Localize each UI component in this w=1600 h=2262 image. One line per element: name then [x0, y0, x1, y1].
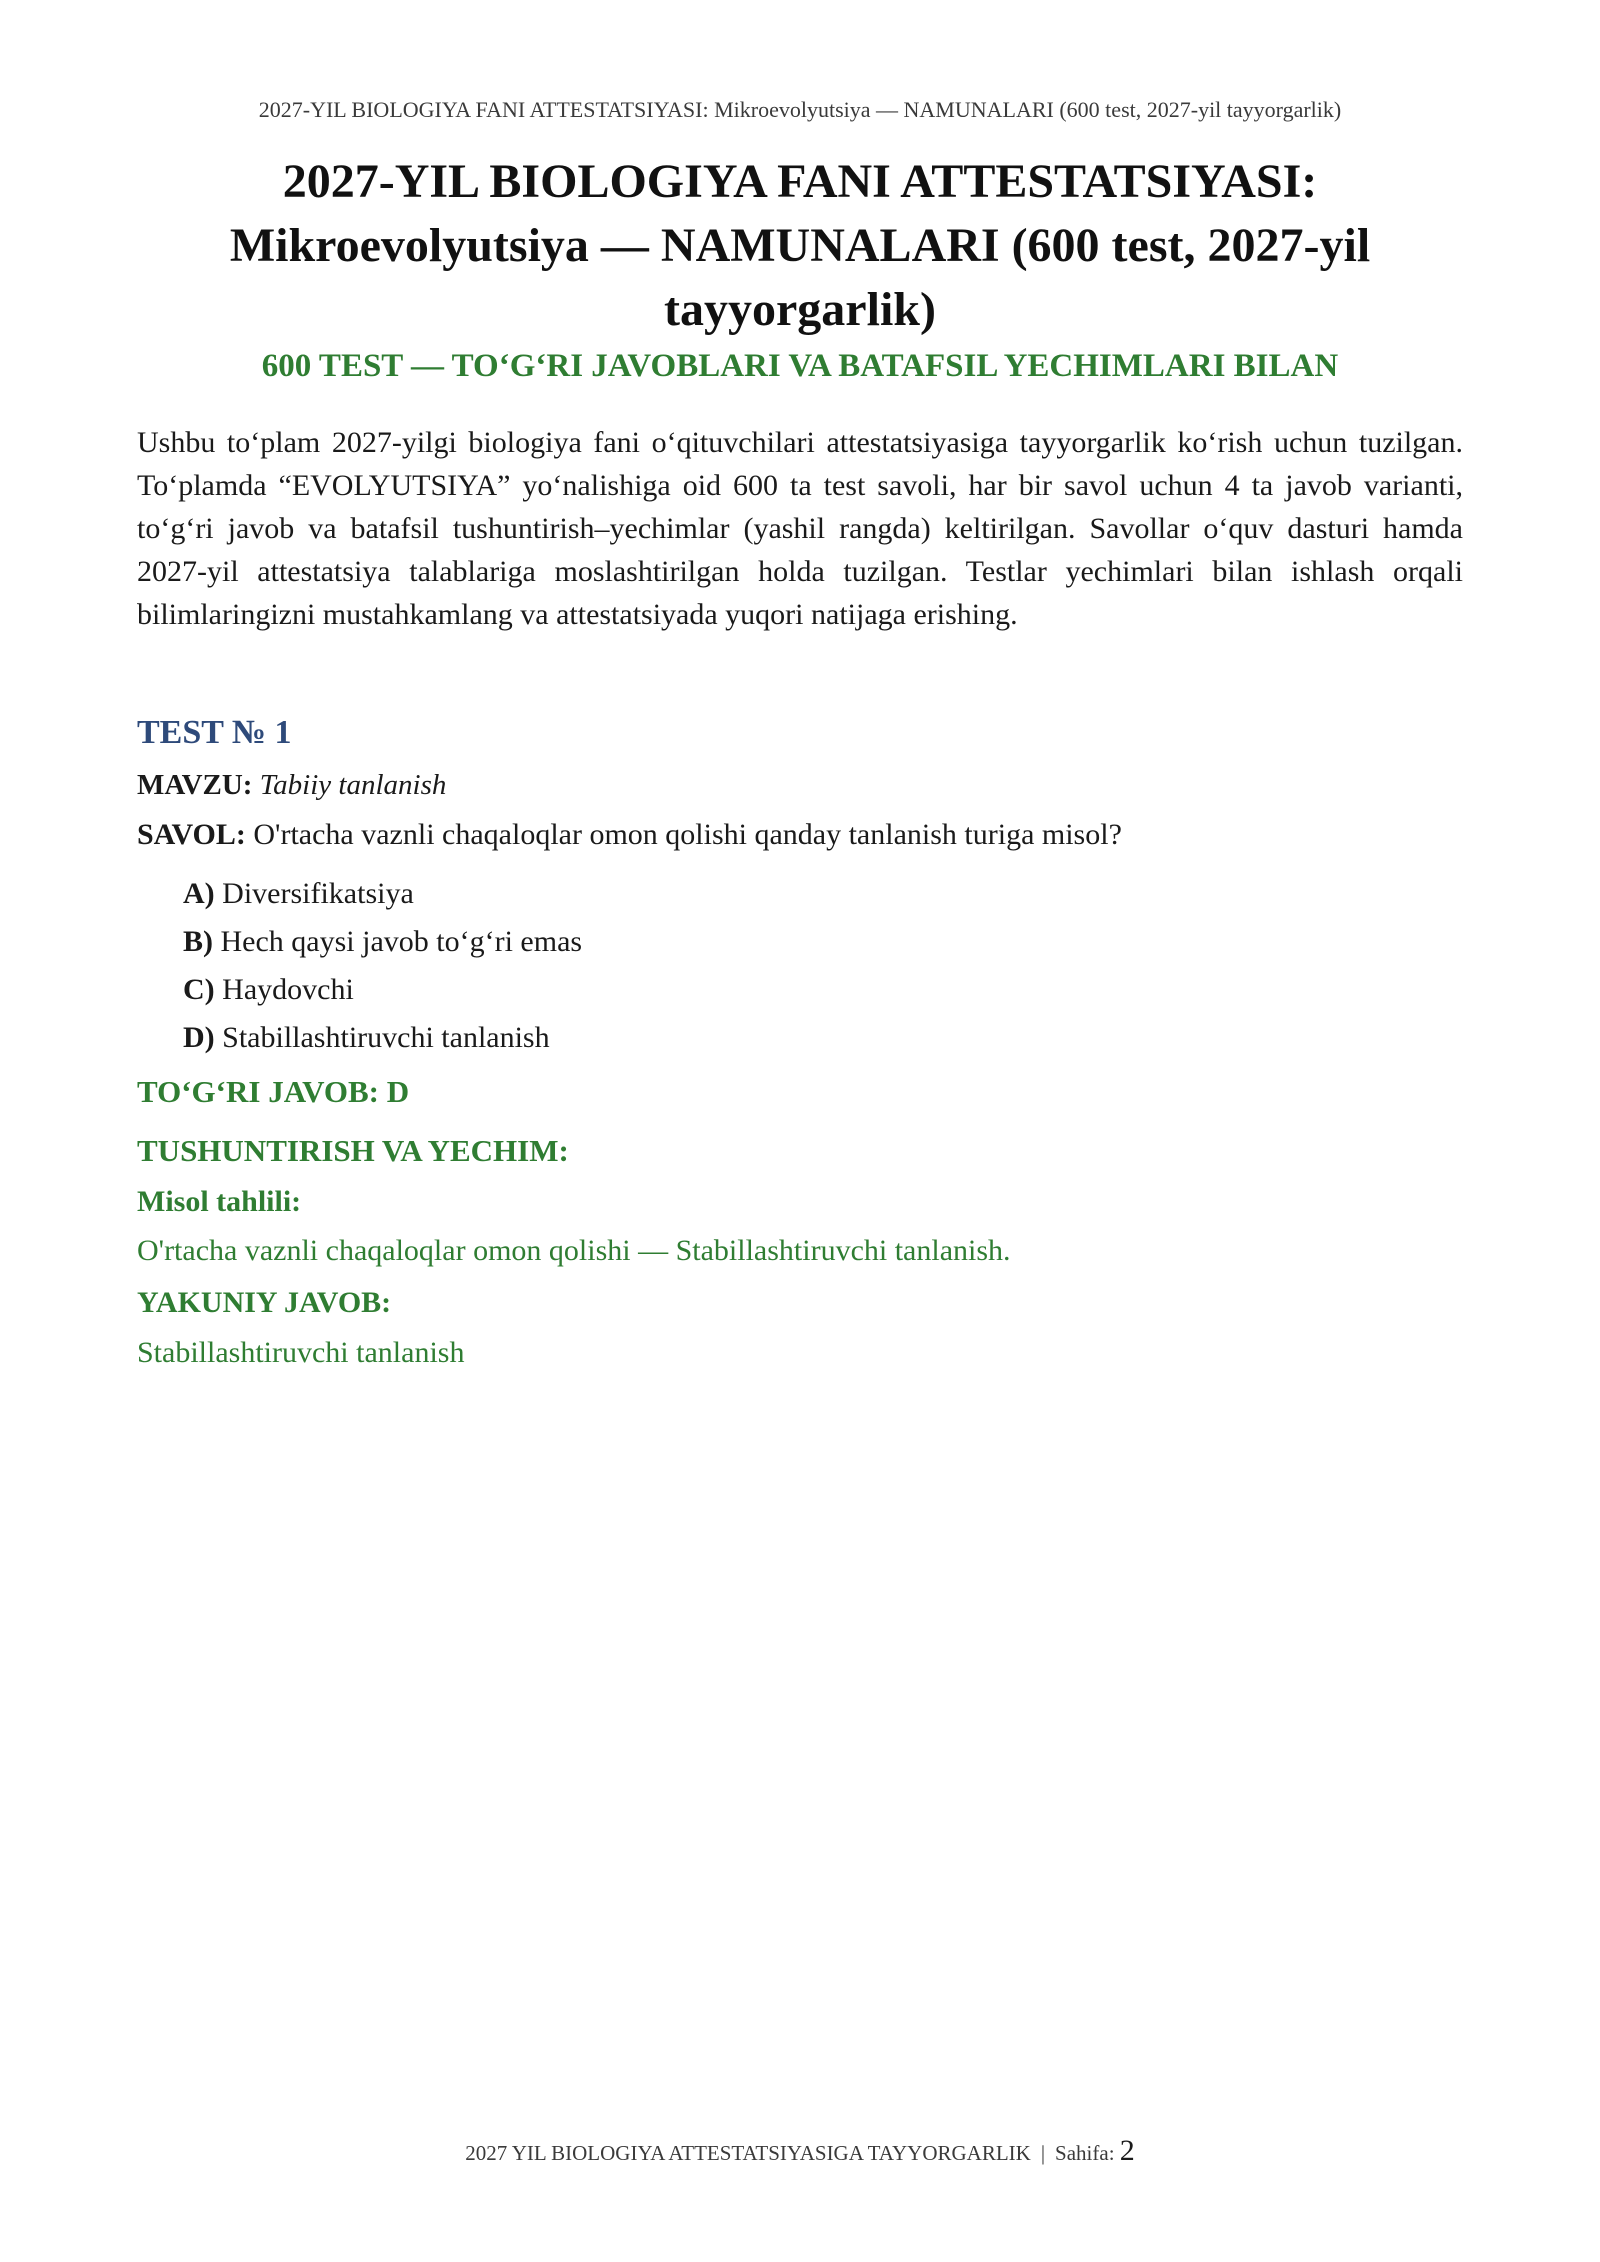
- example-analysis-heading: Misol tahlili:: [137, 1185, 302, 1218]
- topic-line: [137, 769, 446, 802]
- option-text: Stabillashtiruvchi tanlanish: [222, 1021, 550, 1054]
- option-text: Haydovchi: [222, 973, 354, 1006]
- running-header: 2027-YIL BIOLOGIYA FANI ATTESTATSIYASI: Mikroevolyutsiya — NAMUNALARI (600 test, 2027-yil tayyorgarlik): [258, 97, 1342, 122]
- document-title: 2027-YIL BIOLOGIYA FANI ATTESTATSIYASI: Mikroevolyutsiya — NAMUNALARI (600 test, 2027-yil tayyorgarlik): [229, 155, 1371, 336]
- page-label: Sahifa:: [1055, 2141, 1115, 2165]
- question-label: SAVOL:: [137, 818, 246, 851]
- option-text: Hech qaysi javob to‘g‘ri emas: [220, 925, 583, 958]
- option-letter: B): [183, 925, 213, 958]
- example-analysis-text: O'rtacha vaznli chaqaloqlar omon qolishi — Stabillashtiruvchi tanlanish.: [137, 1234, 1011, 1267]
- option-text: Diversifikatsiya: [222, 877, 414, 910]
- page-number: 2: [1119, 2134, 1135, 2167]
- option-letter: A): [183, 877, 215, 910]
- final-answer-text: Stabillashtiruvchi tanlanish: [137, 1336, 465, 1369]
- document-subtitle: 600 TEST — TO‘G‘RI JAVOBLARI VA BATAFSIL YECHIMLARI BILAN: [261, 348, 1339, 384]
- option-a: [183, 874, 582, 922]
- option-d: [183, 1018, 582, 1066]
- footer-separator: |: [1040, 2141, 1046, 2165]
- answer-options: [183, 874, 582, 1066]
- option-c: [183, 970, 582, 1018]
- question-text: O'rtacha vaznli chaqaloqlar omon qolishi qanday tanlanish turiga misol?: [253, 818, 1122, 851]
- option-letter: C): [183, 973, 215, 1006]
- explanation-heading: TUSHUNTIRISH VA YECHIM:: [137, 1133, 569, 1168]
- intro-paragraph: Ushbu to‘plam 2027-yilgi biologiya fani o‘qituvchilari attestatsiyasiga tayyorgarlik ko‘rish uchun tuzilgan. To‘plamda “EVOLYUTSIYA” yo‘nalishiga oid 600 ta test savoli, har bir savol uchun 4 ta javob varianti, to‘g‘ri javob va batafsil tushuntirish–yechimlar (yashil rangda) keltirilgan. Savollar o‘quv dasturi hamda 2027-yil attestatsiya talablariga moslashtirilgan holda tuzilgan. Testlar yechimlari bilan ishlash orqali bilimlaringizni mustahkamlang va attestatsiyada yuqori natijaga erishing.: [137, 426, 1463, 631]
- option-letter: D): [183, 1021, 215, 1054]
- page-footer: [0, 2134, 1600, 2168]
- topic-value: Tabiiy tanlanish: [259, 769, 447, 801]
- footer-text: 2027 YIL BIOLOGIYA ATTESTATSIYASIGA TAYYORGARLIK: [465, 2141, 1031, 2165]
- topic-label: MAVZU:: [137, 769, 253, 801]
- option-b: [183, 922, 582, 970]
- question-line: [137, 818, 1122, 852]
- correct-answer: TO‘G‘RI JAVOB: D: [137, 1074, 410, 1109]
- test-heading: TEST № 1: [137, 714, 292, 751]
- final-answer-heading: YAKUNIY JAVOB:: [137, 1286, 392, 1319]
